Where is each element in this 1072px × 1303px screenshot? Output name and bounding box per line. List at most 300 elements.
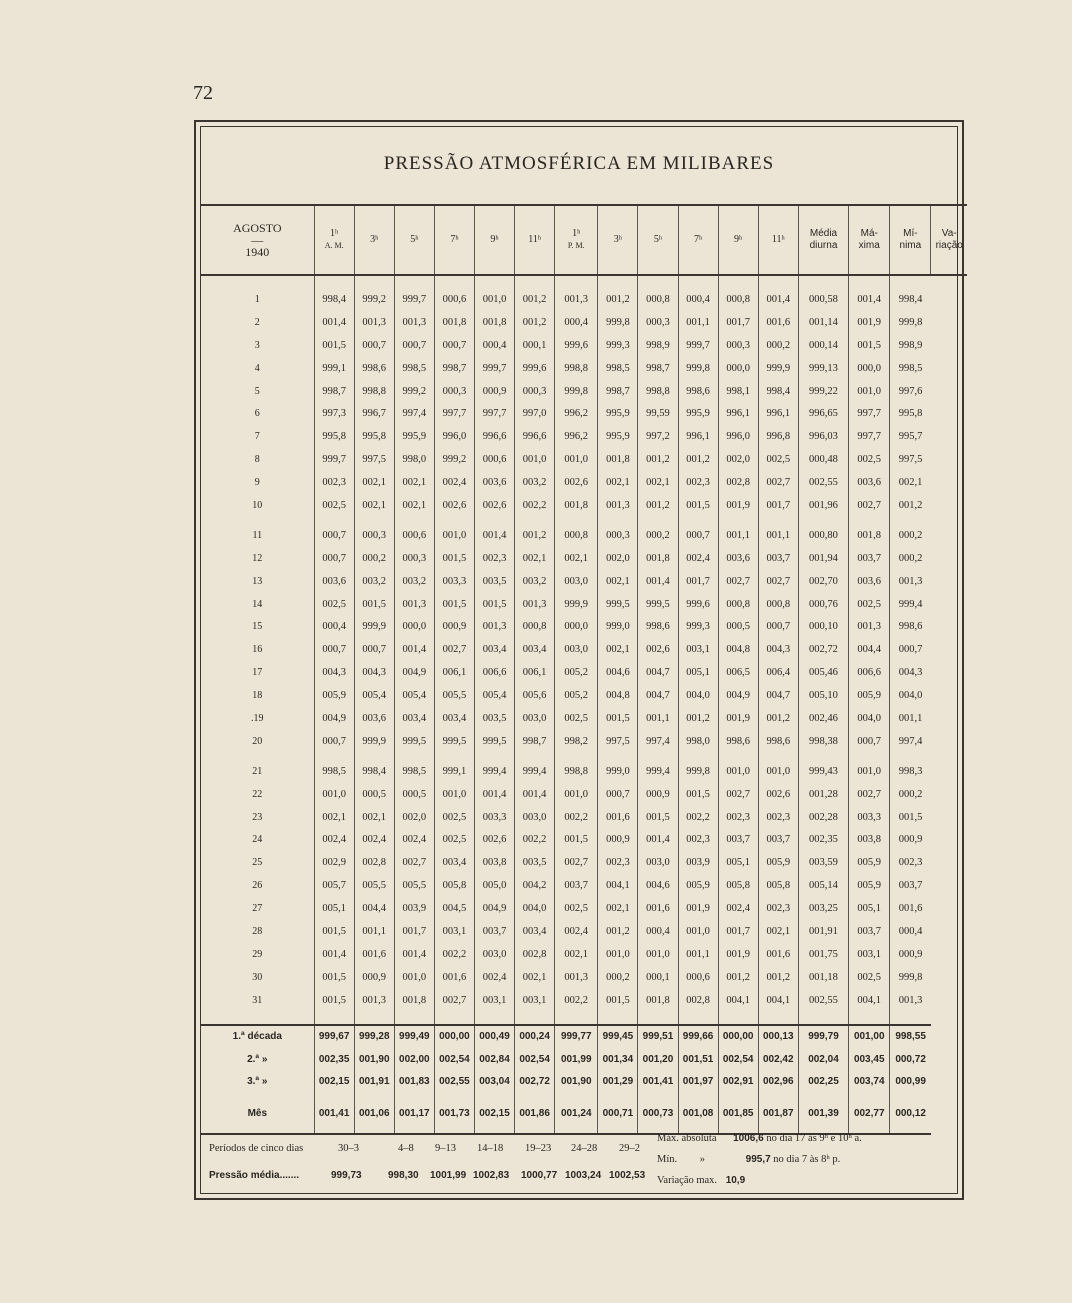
table-cell: 996,03 (798, 425, 848, 448)
table-cell: 003,04 (474, 1071, 514, 1094)
table-cell: 997,6 (890, 380, 931, 403)
periods-label: Períodos de cinco dias (209, 1143, 304, 1154)
table-cell: 002,7 (758, 570, 798, 593)
table-cell: 997,7 (474, 402, 514, 425)
table-cell: 001,5 (678, 494, 718, 517)
day-row (201, 897, 967, 920)
pressure-4: 1002,83 (473, 1170, 510, 1181)
table-cell: 997,7 (849, 425, 890, 448)
table-cell: 003,4 (394, 707, 434, 730)
table-cell: 002,15 (314, 1071, 354, 1094)
table-cell: 003,9 (394, 897, 434, 920)
table-cell: 001,7 (678, 570, 718, 593)
table-cell: 004,1 (718, 989, 758, 1012)
table-cell: 004,5 (434, 897, 474, 920)
row-label: Mês (201, 1093, 314, 1134)
min-value: 995,7 (745, 1154, 771, 1165)
table-cell: 998,5 (890, 357, 931, 380)
day-row (201, 380, 967, 403)
table-cell: 003,8 (474, 851, 514, 874)
table-cell: 999,7 (314, 448, 354, 471)
row-label: 11 (252, 529, 263, 541)
spacer-cell (314, 517, 354, 524)
table-cell: 997,3 (314, 402, 354, 425)
maxima-header: Má- xima (849, 205, 890, 275)
table-cell: 004,9 (718, 684, 758, 707)
table-cell: 000,7 (314, 638, 354, 661)
table-cell: 002,7 (718, 783, 758, 806)
table-cell: 004,2 (515, 874, 555, 897)
table-cell: 001,5 (555, 828, 598, 851)
table-cell: 002,3 (474, 547, 514, 570)
table-cell: 002,1 (515, 966, 555, 989)
table-cell: 001,5 (354, 593, 394, 616)
table-cell: 997,5 (598, 730, 638, 753)
spacer-cell (474, 517, 514, 524)
max-abs-value: 1006,6 (733, 1133, 764, 1144)
table-cell: 000,2 (758, 334, 798, 357)
table-cell: 002,96 (758, 1071, 798, 1094)
table-cell: 002,4 (474, 966, 514, 989)
table-cell: 999,7 (474, 357, 514, 380)
variacao-header: Va- riação (931, 205, 967, 275)
spacer-cell (798, 1012, 848, 1025)
row-label: 5 (254, 385, 260, 397)
table-cell: 002,1 (598, 638, 638, 661)
spacer-cell (598, 517, 638, 524)
spacer-cell (515, 753, 555, 760)
table-cell: 002,3 (598, 851, 638, 874)
header-row (201, 205, 967, 275)
table-cell: 001,4 (849, 288, 890, 311)
table-cell: 005,4 (394, 684, 434, 707)
table-cell: 001,1 (890, 707, 931, 730)
table-cell: 002,55 (798, 471, 848, 494)
table-cell: 002,3 (758, 806, 798, 829)
hour-header-1am: 1ʰ A. M. (314, 205, 354, 275)
table-cell: 999,2 (394, 380, 434, 403)
row-label: .19 (251, 712, 264, 724)
table-cell: 002,3 (890, 851, 931, 874)
table-cell: 996,1 (758, 402, 798, 425)
table-cell: 001,6 (758, 311, 798, 334)
max-abs-label: Máx. absoluta (657, 1133, 717, 1144)
day-row (201, 402, 967, 425)
table-cell: 003,7 (474, 920, 514, 943)
table-cell: 996,6 (515, 425, 555, 448)
table-cell: 000,10 (798, 615, 848, 638)
table-cell: 001,51 (678, 1048, 718, 1071)
table-cell: 000,0 (555, 615, 598, 638)
table-cell: 000,14 (798, 334, 848, 357)
spacer-cell (354, 1012, 394, 1025)
table-cell: 997,0 (515, 402, 555, 425)
table-cell: 999,8 (678, 357, 718, 380)
table-cell: 005,8 (718, 874, 758, 897)
table-cell: 002,5 (555, 897, 598, 920)
spacer-cell (434, 753, 474, 760)
table-cell: 002,5 (555, 707, 598, 730)
day-row (201, 760, 967, 783)
table-cell: 998,7 (515, 730, 555, 753)
table-cell: 002,1 (758, 920, 798, 943)
table-cell: 002,04 (798, 1048, 848, 1071)
table-cell: 003,0 (515, 707, 555, 730)
hour-header-11pm: 11ʰ (758, 205, 798, 275)
table-cell: 002,6 (555, 471, 598, 494)
row-label: 1.ª década (201, 1025, 314, 1049)
table-cell: 000,5 (718, 615, 758, 638)
table-cell: 001,00 (849, 1025, 890, 1049)
table-cell: 001,1 (678, 311, 718, 334)
table-cell: 002,9 (314, 851, 354, 874)
table-cell: 002,7 (849, 494, 890, 517)
table-cell: 001,6 (638, 897, 678, 920)
table-cell: 999,6 (678, 593, 718, 616)
table-cell: 000,7 (890, 638, 931, 661)
table-cell: 001,41 (314, 1093, 354, 1134)
table-cell: 998,5 (394, 760, 434, 783)
spacer-cell (394, 275, 434, 288)
spacer-cell (354, 275, 394, 288)
table-cell: 001,39 (798, 1093, 848, 1134)
table-cell: 003,0 (555, 638, 598, 661)
table-cell: 000,2 (890, 547, 931, 570)
table-cell: 003,7 (849, 920, 890, 943)
day-row (201, 851, 967, 874)
table-cell: 998,5 (314, 760, 354, 783)
spacer-cell (849, 517, 890, 524)
table-cell: 002,7 (434, 989, 474, 1012)
table-cell: 002,2 (555, 806, 598, 829)
table-cell: 001,3 (598, 494, 638, 517)
table-cell: 002,46 (798, 707, 848, 730)
table-cell: 000,6 (434, 288, 474, 311)
table-cell: 005,1 (678, 661, 718, 684)
table-cell: 000,99 (890, 1071, 931, 1094)
table-cell: 002,2 (555, 989, 598, 1012)
day-row (201, 730, 967, 753)
period-3: 9–13 (435, 1143, 456, 1154)
table-cell: 001,91 (354, 1071, 394, 1094)
table-cell: 001,8 (638, 547, 678, 570)
table-cell: 001,0 (638, 943, 678, 966)
table-cell: 002,15 (474, 1093, 514, 1134)
table-cell: 000,3 (515, 380, 555, 403)
spacer-cell (849, 275, 890, 288)
table-cell: 002,6 (474, 828, 514, 851)
row-label: 27 (252, 903, 263, 915)
table-cell: 999,6 (515, 357, 555, 380)
table-body (201, 275, 967, 1134)
spacer-cell (434, 517, 474, 524)
table-cell: 001,96 (798, 494, 848, 517)
table-cell: 001,4 (638, 828, 678, 851)
table-cell: 002,7 (849, 783, 890, 806)
table-cell: 005,9 (849, 684, 890, 707)
hour-header-3am: 3ʰ (354, 205, 394, 275)
table-cell: 001,94 (798, 547, 848, 570)
table-cell: 002,7 (758, 471, 798, 494)
table-cell: 000,7 (354, 334, 394, 357)
table-cell: 005,9 (314, 684, 354, 707)
hour-header-3pm: 3ʰ (598, 205, 638, 275)
spacer-row (201, 753, 967, 760)
table-cell: 001,8 (598, 448, 638, 471)
table-cell: 999,9 (758, 357, 798, 380)
day-row (201, 615, 967, 638)
table-cell: 001,08 (678, 1093, 718, 1134)
table-cell: 003,74 (849, 1071, 890, 1094)
table-cell: 000,7 (758, 615, 798, 638)
spacer-cell (555, 753, 598, 760)
table-cell: 001,5 (598, 989, 638, 1012)
table-cell: 999,28 (354, 1025, 394, 1049)
table-cell: 002,70 (798, 570, 848, 593)
table-frame-inner (200, 126, 963, 1194)
table-cell: 000,0 (849, 357, 890, 380)
table-cell: 000,0 (718, 357, 758, 380)
table-cell: 003,6 (849, 570, 890, 593)
table-cell: 001,3 (474, 615, 514, 638)
table-cell: 002,72 (798, 638, 848, 661)
spacer-cell (515, 1012, 555, 1025)
table-cell: 000,8 (555, 524, 598, 547)
table-cell: 000,1 (515, 334, 555, 357)
table-cell: 001,8 (474, 311, 514, 334)
spacer-cell (474, 1012, 514, 1025)
table-cell: 004,3 (758, 638, 798, 661)
table-cell: 998,3 (890, 760, 931, 783)
table-cell: 001,2 (598, 288, 638, 311)
table-cell: 002,3 (314, 471, 354, 494)
table-cell: 006,5 (718, 661, 758, 684)
period-1: 30–3 (338, 1143, 359, 1154)
table-cell: 998,6 (678, 380, 718, 403)
table-cell: 001,4 (515, 783, 555, 806)
spacer-cell (434, 275, 474, 288)
table-cell: 004,7 (758, 684, 798, 707)
table-cell: 000,9 (434, 615, 474, 638)
table-cell: 002,1 (638, 471, 678, 494)
table-cell: 999,49 (394, 1025, 434, 1049)
table-cell: 001,86 (515, 1093, 555, 1134)
table-cell: 996,0 (434, 425, 474, 448)
table-cell: 002,0 (718, 448, 758, 471)
row-label: 15 (252, 621, 263, 633)
spacer-cell (718, 753, 758, 760)
table-cell: 003,3 (849, 806, 890, 829)
table-cell: 001,1 (758, 524, 798, 547)
min-text: no dia 7 às 8ʰ p. (773, 1154, 841, 1165)
table-cell: 998,7 (638, 357, 678, 380)
day-row (201, 638, 967, 661)
table-cell: 002,3 (678, 828, 718, 851)
table-cell: 999,8 (555, 380, 598, 403)
table-cell: 001,8 (555, 494, 598, 517)
table-cell: 001,0 (718, 760, 758, 783)
table-cell: 004,8 (598, 684, 638, 707)
decade-row (201, 1025, 967, 1049)
table-cell: 001,7 (758, 494, 798, 517)
table-cell: 001,06 (354, 1093, 394, 1134)
day-row (201, 661, 967, 684)
table-cell: 000,6 (394, 524, 434, 547)
table-cell: 001,3 (849, 615, 890, 638)
table-cell: 998,8 (555, 357, 598, 380)
table-cell: 000,0 (394, 615, 434, 638)
table-cell: 004,7 (638, 684, 678, 707)
table-cell: 999,5 (434, 730, 474, 753)
table-cell: 003,0 (638, 851, 678, 874)
table-cell: 998,7 (314, 380, 354, 403)
table-cell: 000,3 (598, 524, 638, 547)
table-cell: 001,8 (849, 524, 890, 547)
spacer-cell (515, 517, 555, 524)
day-row (201, 684, 967, 707)
table-cell: 000,4 (678, 288, 718, 311)
table-cell: 005,9 (758, 851, 798, 874)
table-cell: 001,0 (434, 783, 474, 806)
table-cell: 002,25 (798, 1071, 848, 1094)
table-cell: 003,6 (314, 570, 354, 593)
day-row (201, 494, 967, 517)
table-cell: 004,1 (598, 874, 638, 897)
table-cell: 999,8 (598, 311, 638, 334)
table-cell: 004,4 (354, 897, 394, 920)
min-line (657, 1154, 840, 1165)
table-cell: 001,83 (394, 1071, 434, 1094)
row-label: 25 (252, 857, 263, 869)
spacer-cell (638, 1012, 678, 1025)
table-cell: 001,5 (314, 966, 354, 989)
table-cell: 003,7 (758, 547, 798, 570)
day-row (201, 966, 967, 989)
table-cell: 000,9 (598, 828, 638, 851)
spacer-cell (890, 275, 931, 288)
table-cell: 001,29 (598, 1071, 638, 1094)
table-cell: 000,8 (718, 288, 758, 311)
row-label: 24 (252, 834, 263, 846)
table-cell: 998,4 (758, 380, 798, 403)
table-cell: 999,5 (474, 730, 514, 753)
minima-header: Mí- nima (890, 205, 931, 275)
table-cell: 000,4 (890, 920, 931, 943)
spacer-cell (678, 1012, 718, 1025)
table-cell: 001,0 (849, 380, 890, 403)
table-cell: 996,2 (555, 425, 598, 448)
table-cell: 999,13 (798, 357, 848, 380)
table-cell: 998,9 (638, 334, 678, 357)
table-cell: 003,3 (434, 570, 474, 593)
spacer-cell (598, 275, 638, 288)
table-cell: 999,45 (598, 1025, 638, 1049)
table-cell: 001,8 (638, 989, 678, 1012)
hour-header-7am: 7ʰ (434, 205, 474, 275)
table-cell: 004,6 (638, 874, 678, 897)
table-cell: 003,7 (718, 828, 758, 851)
table-cell: 002,84 (474, 1048, 514, 1071)
table-cell: 005,4 (474, 684, 514, 707)
table-cell: 000,7 (598, 783, 638, 806)
table-cell: 002,7 (718, 570, 758, 593)
table-cell: 001,0 (394, 966, 434, 989)
table-cell: 001,5 (678, 783, 718, 806)
spacer-cell (718, 275, 758, 288)
pressure-3: 1001,99 (430, 1170, 467, 1181)
table-cell: 999,5 (638, 593, 678, 616)
table-cell: 997,2 (638, 425, 678, 448)
table-cell: 999,9 (354, 615, 394, 638)
table-cell: 000,4 (314, 615, 354, 638)
table-cell: 003,4 (515, 638, 555, 661)
table-cell: 002,54 (434, 1048, 474, 1071)
table-cell: 002,54 (718, 1048, 758, 1071)
spacer-cell (555, 275, 598, 288)
table-cell: 002,8 (718, 471, 758, 494)
table-cell: 001,0 (555, 448, 598, 471)
table-cell: 005,1 (314, 897, 354, 920)
table-cell: 002,4 (394, 828, 434, 851)
spacer-cell (798, 517, 848, 524)
table-cell: 005,5 (354, 874, 394, 897)
table-cell: 004,0 (890, 684, 931, 707)
table-cell: 001,4 (314, 311, 354, 334)
spacer-cell (890, 753, 931, 760)
table-cell: 001,3 (394, 593, 434, 616)
table-cell: 000,4 (474, 334, 514, 357)
table-cell: 001,75 (798, 943, 848, 966)
table-cell: 006,6 (849, 661, 890, 684)
table-cell: 001,4 (314, 943, 354, 966)
spacer-cell (758, 517, 798, 524)
table-title: PRESSÃO ATMOSFÉRICA EM MILIBARES (383, 153, 775, 174)
table-cell: 002,7 (394, 851, 434, 874)
row-label: 9 (254, 477, 260, 489)
table-cell: 001,9 (718, 494, 758, 517)
row-label: 17 (252, 667, 263, 679)
spacer-cell (394, 753, 434, 760)
table-cell: 005,14 (798, 874, 848, 897)
table-cell: 002,8 (515, 943, 555, 966)
table-cell: 001,2 (515, 288, 555, 311)
table-cell: 001,2 (678, 448, 718, 471)
table-cell: 000,12 (890, 1093, 931, 1134)
table-cell: 998,6 (638, 615, 678, 638)
table-cell: 000,3 (394, 547, 434, 570)
day-row (201, 448, 967, 471)
table-cell: 001,5 (314, 920, 354, 943)
table-cell: 997,5 (354, 448, 394, 471)
table-cell: 002,2 (515, 828, 555, 851)
table-cell: 001,2 (515, 524, 555, 547)
spacer-row (201, 1012, 967, 1025)
day-row (201, 943, 967, 966)
table-cell: 003,4 (434, 707, 474, 730)
table-cell: 001,34 (598, 1048, 638, 1071)
spacer-cell (201, 753, 314, 760)
table-cell: 999,1 (314, 357, 354, 380)
table-cell: 001,14 (798, 311, 848, 334)
table-cell: 002,1 (555, 943, 598, 966)
table-cell: 002,8 (678, 989, 718, 1012)
table-cell: 003,6 (354, 707, 394, 730)
min-quote: » (699, 1154, 706, 1165)
table-cell: 996,0 (718, 425, 758, 448)
table-cell: 001,3 (354, 311, 394, 334)
row-label: 7 (254, 431, 260, 443)
table-cell: 004,9 (474, 897, 514, 920)
